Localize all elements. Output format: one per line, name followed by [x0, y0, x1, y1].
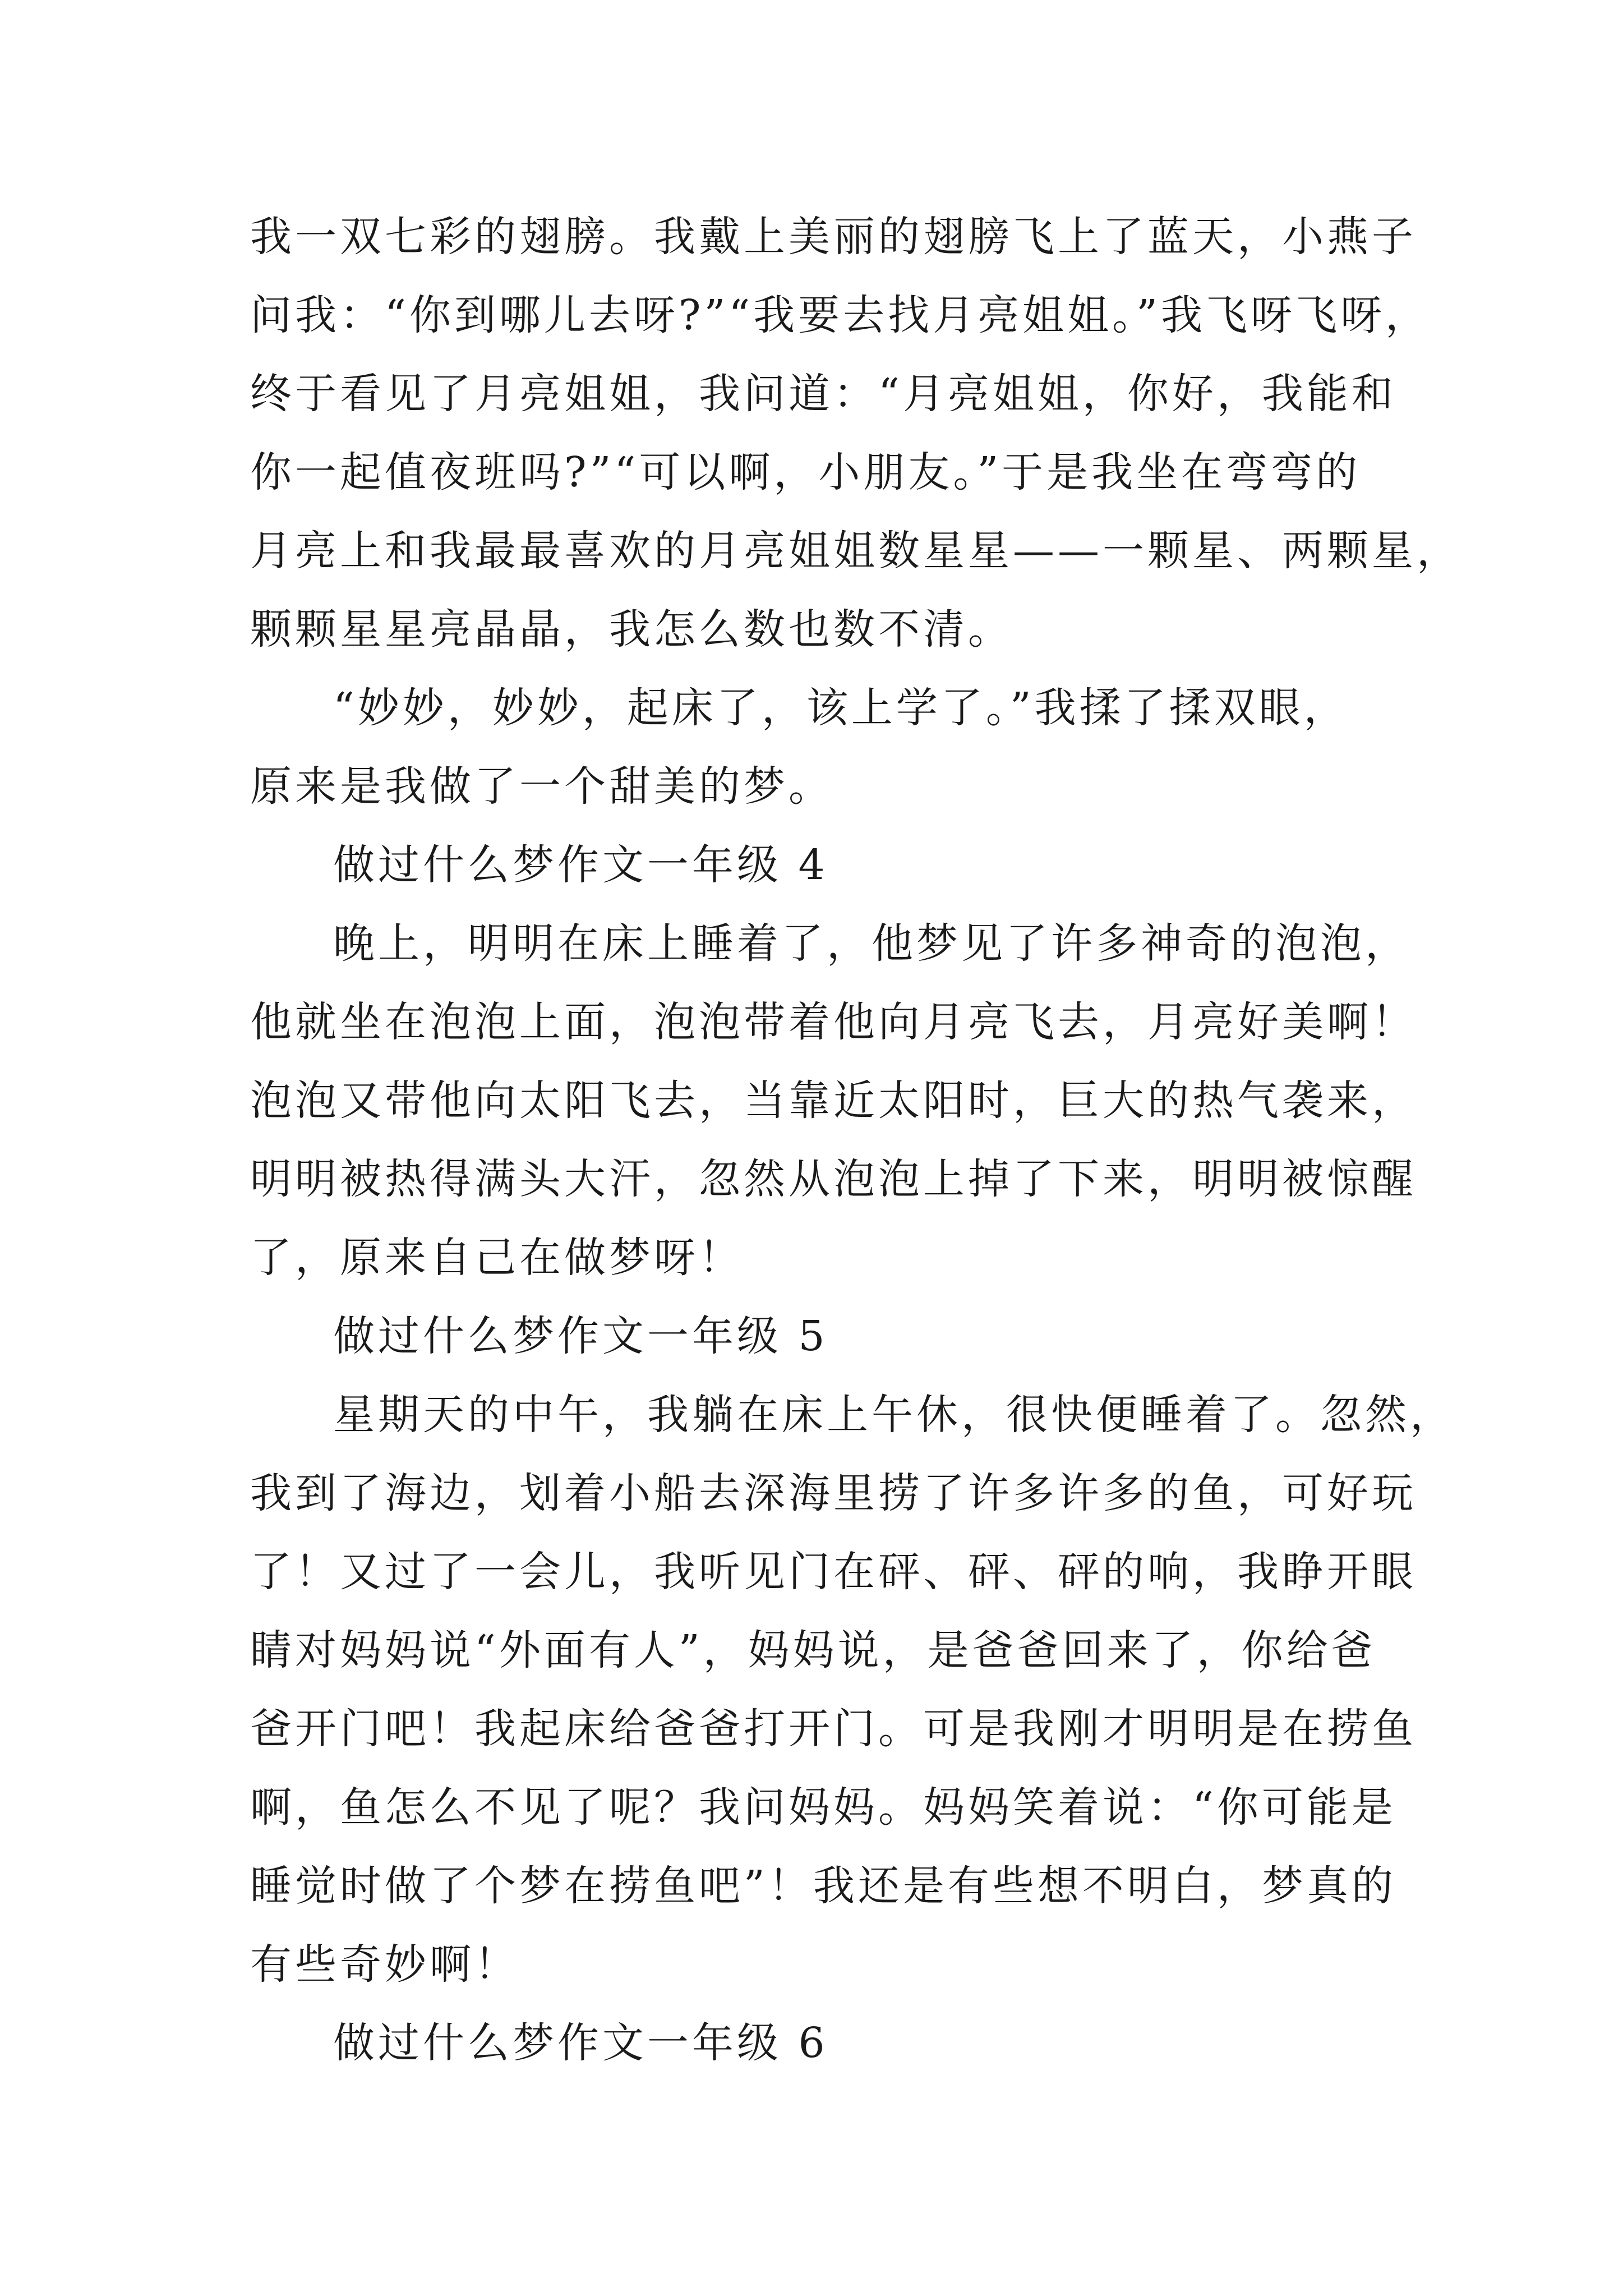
text-line: 颗颗星星亮晶晶，我怎么数也数不清。	[250, 605, 1013, 654]
text-line: 问我：“你到哪儿去呀?”“我要去找月亮姐姐。”我飞呀飞呀，	[250, 291, 1430, 339]
text-line: 星期天的中午，我躺在床上午休，很快便睡着了。忽然，	[333, 1391, 1455, 1439]
heading-text: 做过什么梦作文一年级 6	[333, 2019, 828, 2067]
section-heading	[250, 1297, 1394, 1375]
heading-text: 做过什么梦作文一年级 4	[333, 841, 828, 889]
text-line: 我一双七彩的翅膀。我戴上美丽的翅膀飞上了蓝天，小燕子	[250, 213, 1417, 261]
story-paragraph	[250, 197, 1461, 669]
text-line: 终于看见了月亮姐姐，我问道：“月亮姐姐，你好，我能和	[250, 370, 1396, 418]
section-heading	[250, 826, 1394, 904]
document-body	[250, 197, 1461, 2082]
text-line: 原来是我做了一个甜美的梦。	[250, 762, 833, 811]
section-heading	[250, 2004, 1394, 2082]
story-paragraph	[250, 1375, 1455, 2004]
text-line: 睡觉时做了个梦在捞鱼吧”！我还是有些想不明白，梦真的	[250, 1862, 1396, 1910]
text-line: 泡泡又带他向太阳飞去，当靠近太阳时，巨大的热气袭来，	[250, 1076, 1417, 1125]
text-line: 你一起值夜班吗?”“可以啊，小朋友。”于是我坐在弯弯的	[250, 448, 1361, 496]
text-line: 爸开门吧！我起床给爸爸打开门。可是我刚才明明是在捞鱼	[250, 1705, 1417, 1753]
text-line: 睛对妈妈说“外面有人”，妈妈说，是爸爸回来了，你给爸	[250, 1626, 1376, 1674]
text-line: 月亮上和我最最喜欢的月亮姐姐数星星——一颗星、两颗星，	[250, 527, 1461, 575]
text-line: 我到了海边，划着小船去深海里捞了许多许多的鱼，可好玩	[250, 1469, 1417, 1517]
story-paragraph	[250, 669, 1394, 826]
text-line: 晚上，明明在床上睡着了，他梦见了许多神奇的泡泡，	[333, 919, 1410, 968]
heading-text: 做过什么梦作文一年级 5	[333, 1312, 828, 1360]
story-paragraph	[250, 904, 1417, 1297]
text-line: 了！又过了一会儿，我听见门在砰、砰、砰的响，我睁开眼	[250, 1548, 1417, 1596]
text-line: 了，原来自己在做梦呀！	[250, 1234, 744, 1282]
text-line: 明明被热得满头大汗，忽然从泡泡上掉了下来，明明被惊醒	[250, 1155, 1417, 1203]
text-line: 啊，鱼怎么不见了呢？我问妈妈。妈妈笑着说：“你可能是	[250, 1783, 1396, 1832]
text-line: 他就坐在泡泡上面，泡泡带着他向月亮飞去，月亮好美啊！	[250, 998, 1417, 1046]
text-line: “妙妙，妙妙，起床了，该上学了。”我揉了揉双眼，	[333, 684, 1349, 732]
text-line: 有些奇妙啊！	[250, 1940, 519, 1989]
